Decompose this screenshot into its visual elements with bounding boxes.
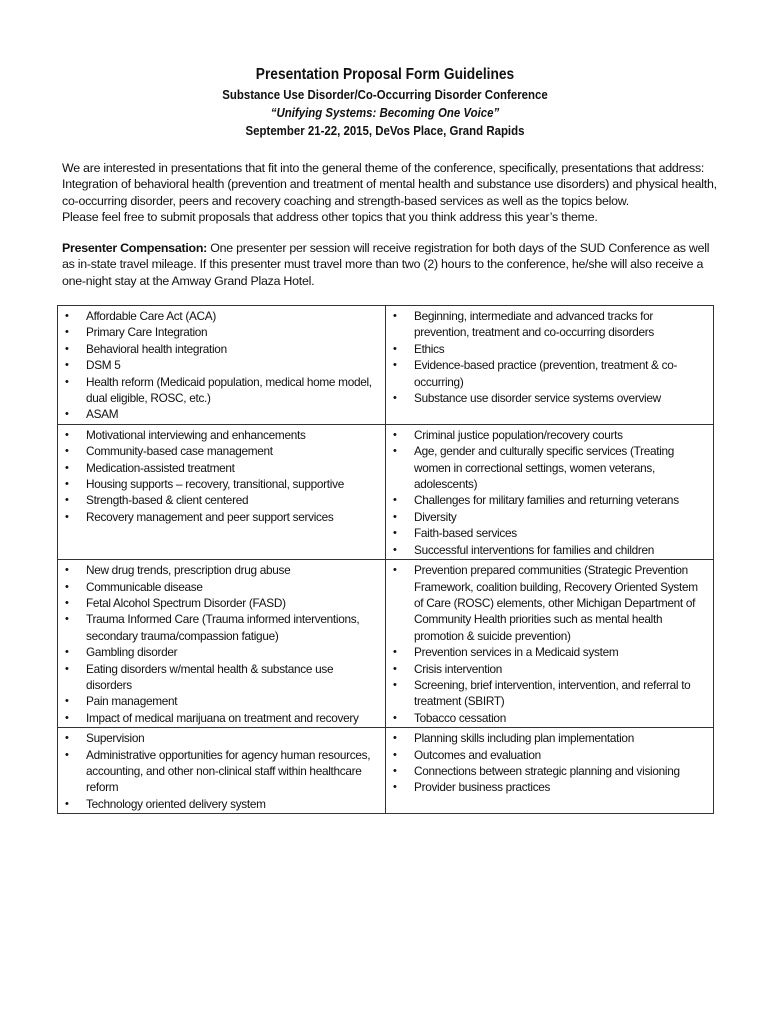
topic-list [62, 730, 381, 812]
intro-note: Please feel free to submit proposals that address other topics that you think address this year’s theme. [62, 209, 598, 224]
topics-cell-left [58, 306, 386, 425]
topic-item: • Successful interventions for families and children [390, 542, 709, 558]
topics-cell-right [386, 560, 714, 728]
topic-item: • Administrative opportunities for agency human resources, accounting, and other non-clinical staff within healthcare reform [62, 747, 381, 796]
topics-row [58, 560, 714, 728]
topic-item: • Supervision [62, 730, 381, 746]
topic-item: • Eating disorders w/mental health & substance use disorders [62, 661, 381, 694]
topic-item: • Gambling disorder [62, 644, 381, 660]
topic-item: • DSM 5 [62, 357, 381, 373]
topic-item: • Impact of medical marijuana on treatment and recovery [62, 710, 381, 726]
topics-cell-right [386, 306, 714, 425]
topic-item: • Strength-based & client centered [62, 492, 381, 508]
topics-table [57, 305, 714, 814]
topic-item: • Crisis intervention [390, 661, 709, 677]
topic-list [62, 308, 381, 423]
topics-cell-left [58, 728, 386, 814]
topic-item: • Connections between strategic planning and visioning [390, 763, 709, 779]
topic-list [390, 308, 709, 406]
topic-item: • Communicable disease [62, 579, 381, 595]
topic-item: • Screening, brief intervention, intervention, and referral to treatment (SBIRT) [390, 677, 709, 710]
topic-item: • Substance use disorder service systems overview [390, 390, 709, 406]
conference-date-place: September 21-22, 2015, DeVos Place, Grand Rapids [245, 123, 525, 138]
topic-item: • Prevention services in a Medicaid system [390, 644, 709, 660]
topic-list [390, 730, 709, 796]
topic-item: • Community-based case management [62, 443, 381, 459]
topic-item: • Fetal Alcohol Spectrum Disorder (FASD) [62, 595, 381, 611]
topic-item: • Health reform (Medicaid population, medical home model, dual eligible, ROSC, etc.) [62, 374, 381, 407]
topic-item: • Faith-based services [390, 525, 709, 541]
topics-cell-right [386, 424, 714, 559]
topics-row [58, 424, 714, 559]
topic-item: • Prevention prepared communities (Strategic Prevention Framework, coalition building, Recovery Oriented System of Care (ROSC) elements, other Michigan Department of Community Health priorities such as mental health promotion & suicide prevention) [390, 562, 709, 644]
topic-item: • Tobacco cessation [390, 710, 709, 726]
topics-row [58, 306, 714, 425]
topic-list [62, 562, 381, 726]
topic-item: • Age, gender and culturally specific services (Treating women in correctional settings, women veterans, adolescents) [390, 443, 709, 492]
intro-section [62, 160, 722, 225]
topic-item: • Primary Care Integration [62, 324, 381, 340]
compensation-text: One presenter per session will receive registration for both days of the SUD Conference as well as in-state travel mileage. If this presenter must travel more than two (2) hours to the conference, he/she will also receive a one-night stay at the Amway Grand Plaza Hotel. [62, 241, 710, 288]
topic-item: • Challenges for military families and returning veterans [390, 492, 709, 508]
topic-item: • Housing supports – recovery, transitional, supportive [62, 476, 381, 492]
conference-theme: “Unifying Systems: Becoming One Voice” [270, 105, 500, 120]
topic-list [62, 427, 381, 525]
topic-item: • Criminal justice population/recovery courts [390, 427, 709, 443]
intro-paragraph: We are interested in presentations that fit into the general theme of the conference, specifically, presentations that address: Integration of behavioral health (prevention and treatment of mental health and substance use disorders) and physical health, co-occurring disorder, peers and recovery coaching and strength-based services as well as the topics below. [62, 161, 717, 208]
topic-list [390, 562, 709, 726]
topic-item: • Recovery management and peer support services [62, 509, 381, 525]
topic-item: • Diversity [390, 509, 709, 525]
compensation-section [62, 240, 722, 289]
topic-item: • New drug trends, prescription drug abuse [62, 562, 381, 578]
topic-item: • Affordable Care Act (ACA) [62, 308, 381, 324]
topic-item: • Planning skills including plan implementation [390, 730, 709, 746]
topics-cell-left [58, 560, 386, 728]
topic-item: • Provider business practices [390, 779, 709, 795]
document-header [0, 64, 770, 140]
topics-row [58, 728, 714, 814]
topic-item: • Behavioral health integration [62, 341, 381, 357]
compensation-label: Presenter Compensation: [62, 241, 208, 255]
topic-item: • Motivational interviewing and enhancements [62, 427, 381, 443]
topics-cell-right [386, 728, 714, 814]
topics-cell-left [58, 424, 386, 559]
topic-item: • Outcomes and evaluation [390, 747, 709, 763]
topic-item: • Pain management [62, 693, 381, 709]
topic-item: • ASAM [62, 406, 381, 422]
topic-item: • Trauma Informed Care (Trauma informed interventions, secondary trauma/compassion fatigue) [62, 611, 381, 644]
topic-item: • Medication-assisted treatment [62, 460, 381, 476]
topic-item: • Ethics [390, 341, 709, 357]
topic-item: • Evidence-based practice (prevention, treatment & co-occurring) [390, 357, 709, 390]
topic-list [390, 427, 709, 558]
topic-item: • Beginning, intermediate and advanced tracks for prevention, treatment and co-occurring disorders [390, 308, 709, 341]
topic-item: • Technology oriented delivery system [62, 796, 381, 812]
document-title: Presentation Proposal Form Guidelines [255, 66, 515, 83]
conference-name: Substance Use Disorder/Co-Occurring Disorder Conference [222, 87, 548, 102]
